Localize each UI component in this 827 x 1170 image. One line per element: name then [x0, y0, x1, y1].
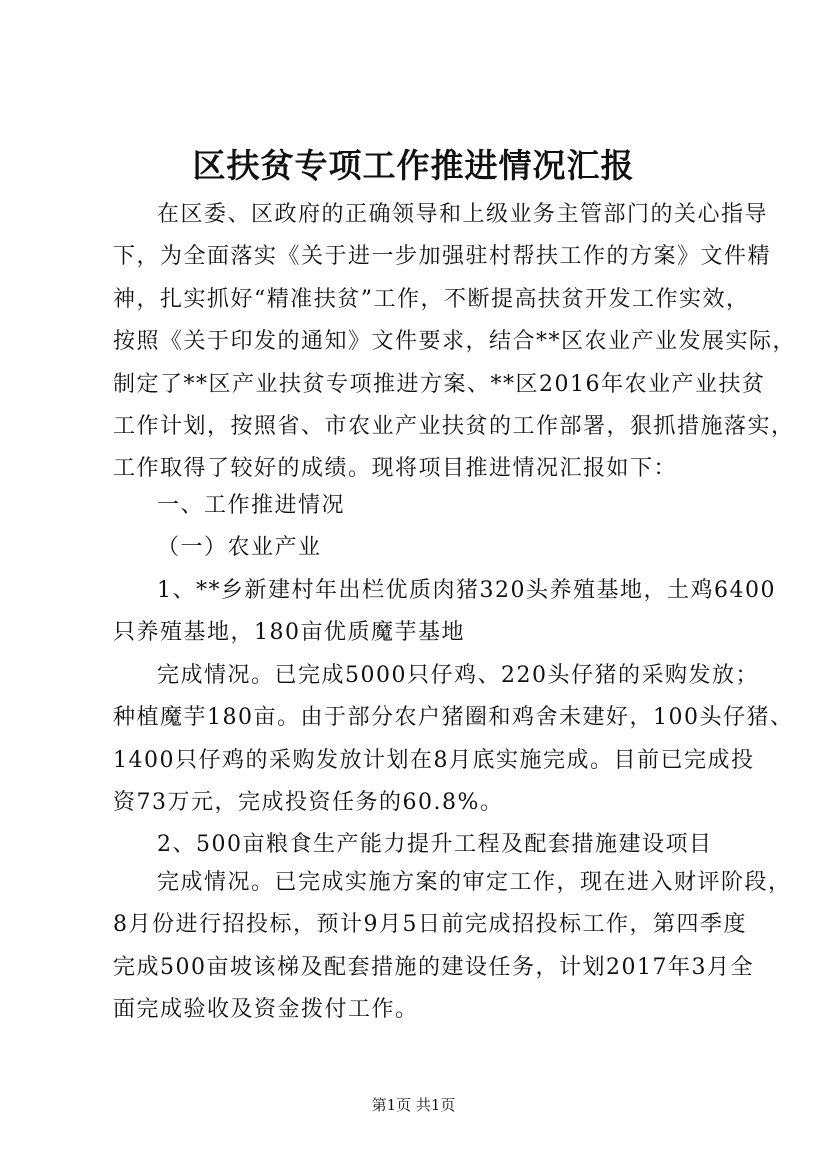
paragraph-line: 神，扎实抓好“精准扶贫”工作，不断提高扶贫开发工作实效，	[113, 287, 750, 312]
paragraph-line: 在区委、区政府的正确领导和上级业务主管部门的关心指导	[157, 202, 769, 227]
paragraph-line: 按照《关于印发的通知》文件要求，结合**区农业产业发展实际，	[113, 329, 797, 354]
document-title: 区扶贫专项工作推进情况汇报	[192, 146, 635, 185]
paragraph-line: 工作计划，按照省、市农业产业扶贫的工作部署，狠抓措施落实，	[113, 414, 795, 439]
paragraph-line: 8月份进行招投标，预计9月5日前完成招投标工作，第四季度	[113, 912, 747, 937]
item-heading: 1、**乡新建村年出栏优质肉猪320头养殖基地，土鸡6400	[157, 578, 776, 603]
section-heading: 一、工作推进情况	[157, 493, 346, 518]
paragraph-line: 面完成验收及资金拨付工作。	[113, 997, 419, 1022]
paragraph-line: 工作取得了较好的成绩。现将项目推进情况汇报如下：	[113, 456, 678, 481]
paragraph-line: 完成情况。已完成5000只仔鸡、220头仔猪的采购发放；	[157, 663, 759, 688]
paragraph-line: 种植魔芋180亩。由于部分农户猪圈和鸡舍未建好，100头仔猪、	[113, 705, 794, 730]
paragraph-line: 完成情况。已完成实施方案的审定工作，现在进入财评阶段，	[157, 870, 792, 895]
item-heading: 只养殖基地，180亩优质魔芋基地	[113, 620, 465, 645]
paragraph-line: 完成500亩坡该梯及配套措施的建设任务，计划2017年3月全	[113, 955, 754, 980]
page-footer: 第1页 共1页	[371, 1096, 456, 1114]
paragraph-line: 下，为全面落实《关于进一步加强驻村帮扶工作的方案》文件精	[113, 244, 772, 269]
paragraph-line: 资73万元，完成投资任务的60.8%。	[113, 790, 504, 815]
paragraph-line: 1400只仔鸡的采购发放计划在8月底实施完成。目前已完成投	[113, 748, 755, 773]
subsection-heading: （一）农业产业	[157, 535, 322, 560]
paragraph-line: 制定了**区产业扶贫专项推进方案、**区2016年农业产业扶贫	[113, 372, 766, 397]
item-heading: 2、500亩粮食生产能力提升工程及配套措施建设项目	[157, 832, 713, 857]
